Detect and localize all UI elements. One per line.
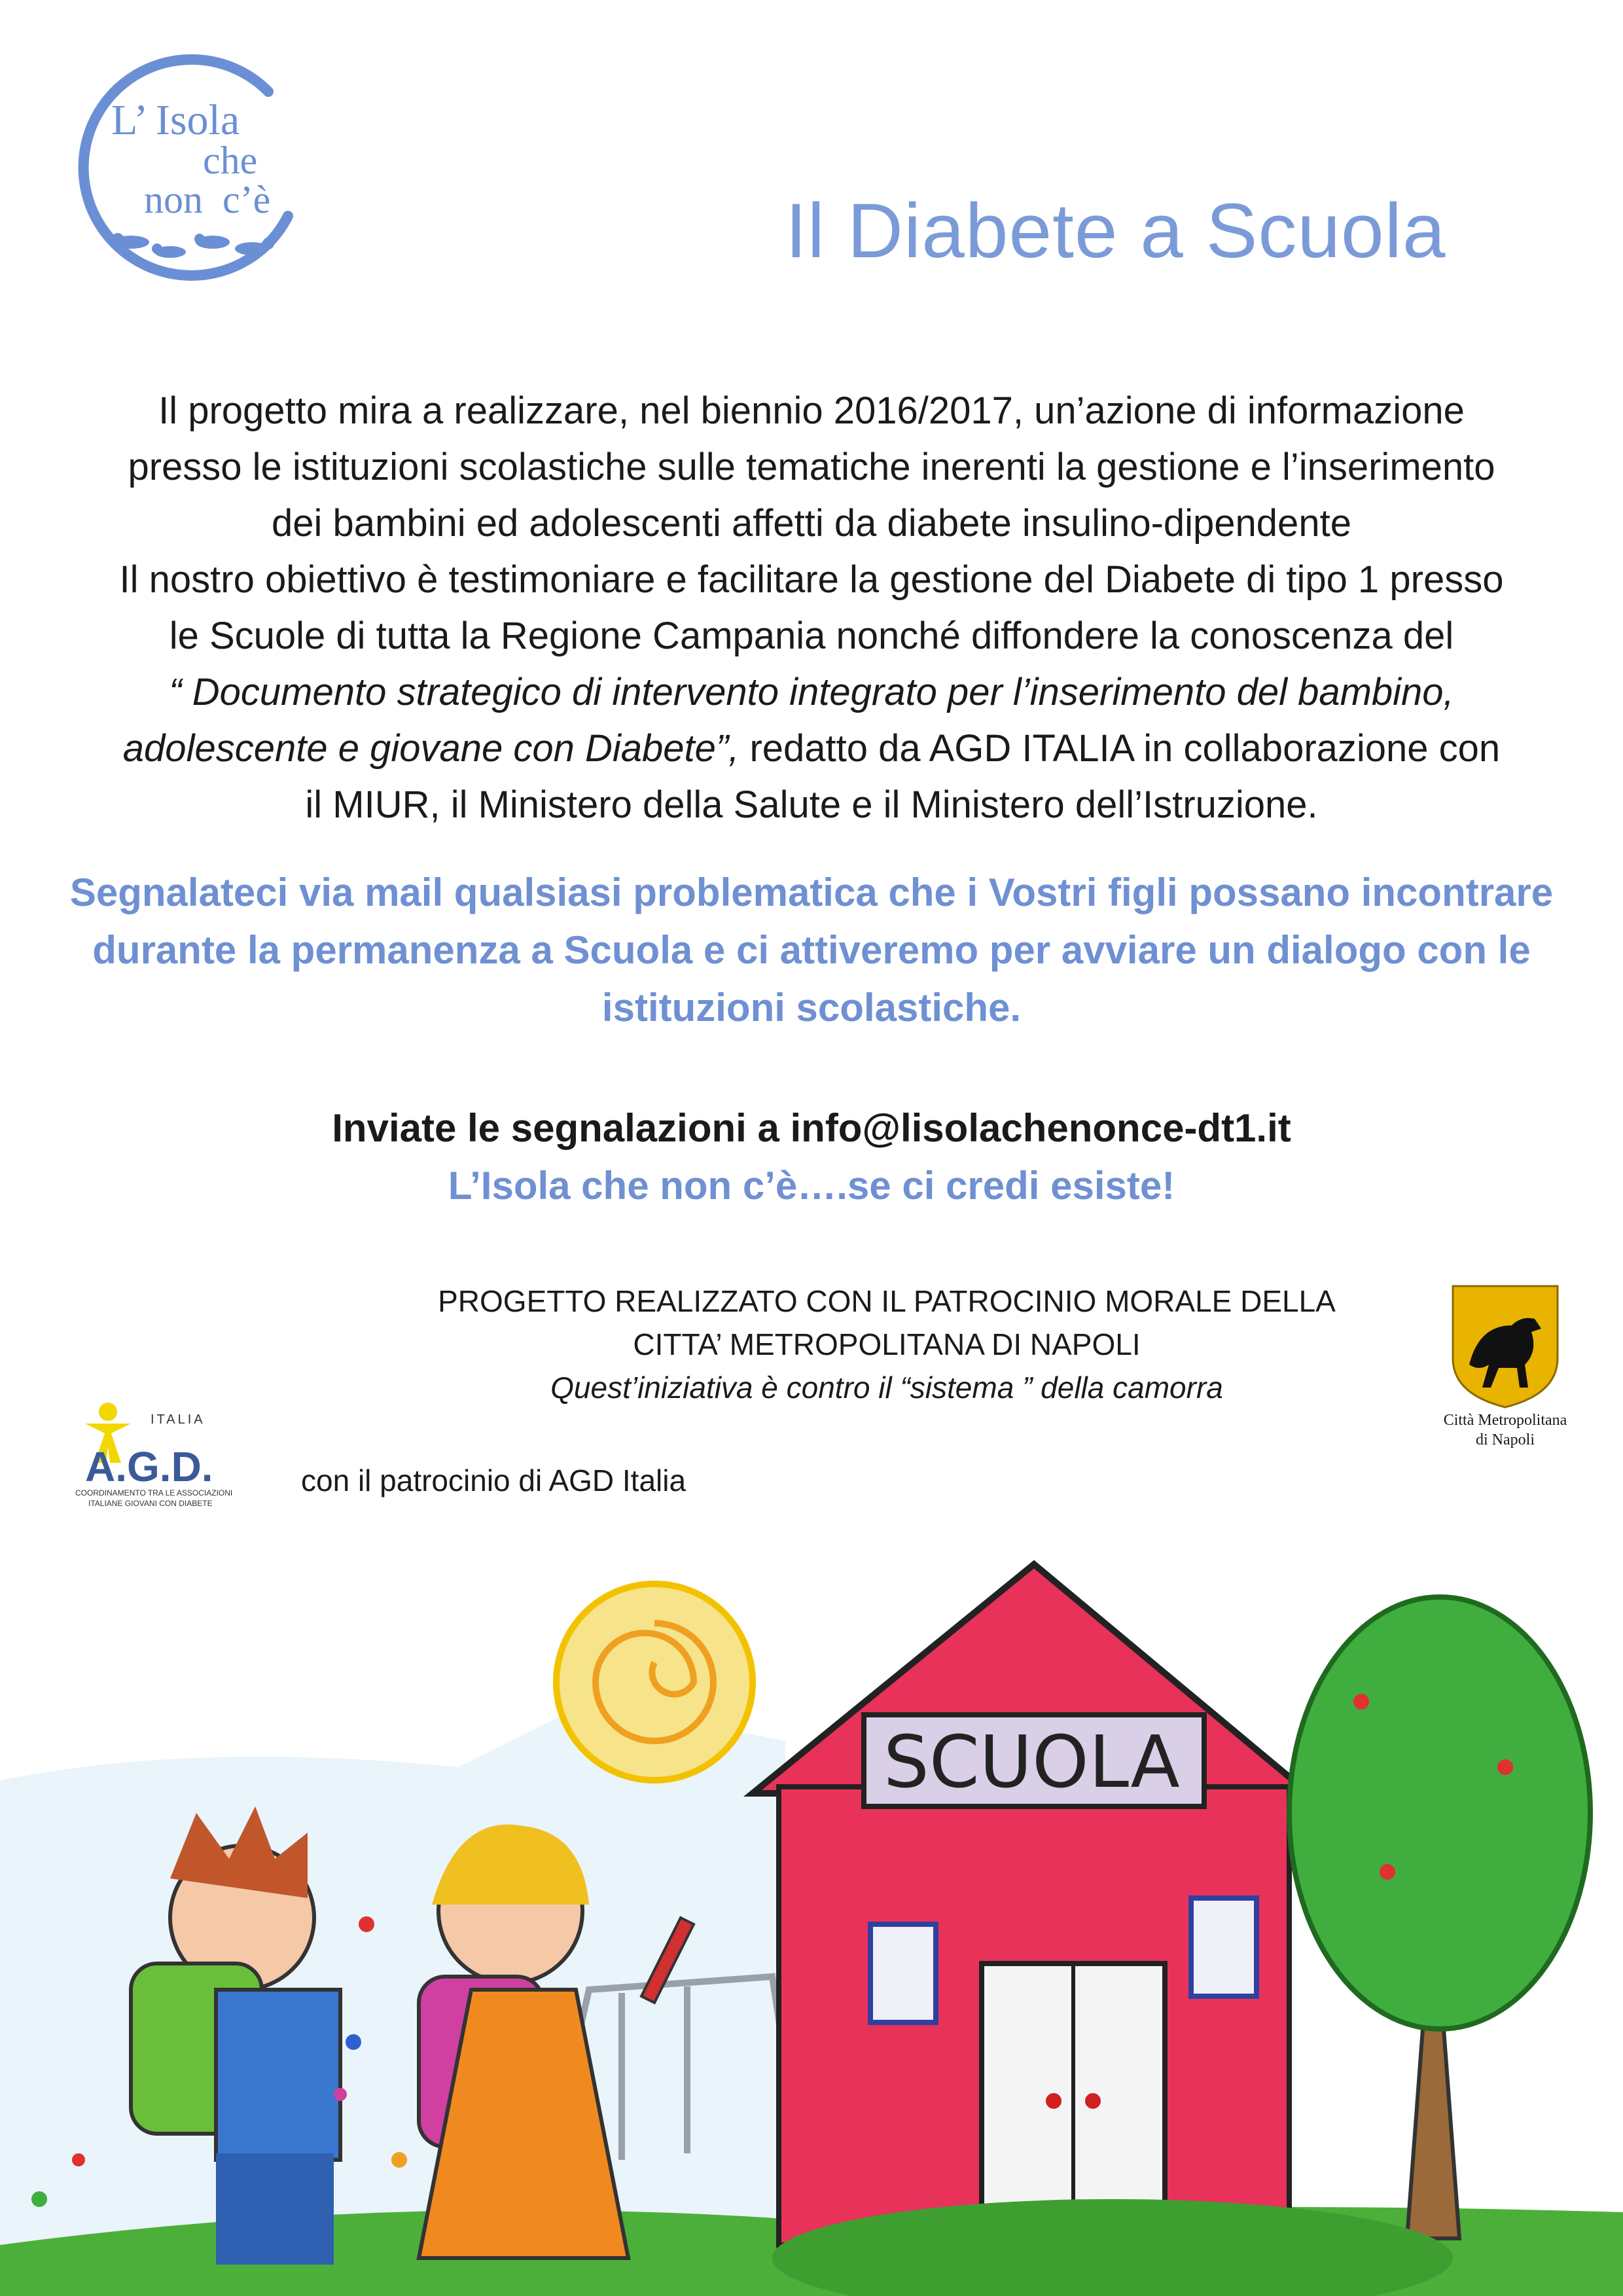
patronage-line-3: Quest’iniziativa è contro il “sistema ” della camorra [550,1371,1223,1405]
agd-logo [72,1397,249,1515]
patronage-notice [366,1280,1407,1409]
school-illustration [0,1505,1623,2296]
patronage-line-2: CITTA’ METROPOLITANA DI NAPOLI [633,1327,1141,1361]
body-line-7-rest: redatto da AGD ITALIA in collaborazione con [739,727,1501,770]
appeal-line-2: durante la permanenza a Scuola e ci attiveremo per avviare un dialogo con le [92,928,1531,972]
agd-tagline-1: COORDINAMENTO TRA LE ASSOCIAZIONI [75,1488,233,1498]
document-title-italic: adolescente e giovane con Diabete”, [122,727,740,770]
logo-text-2: che [203,139,258,182]
napoli-caption [1407,1410,1603,1450]
motto: L’Isola che non c’è….se ci credi esiste! [448,1164,1175,1208]
body-line-6: “ Documento strategico di intervento integrato per l’inserimento del bambino, [169,671,1454,713]
body-line-7 [26,721,1597,777]
napoli-caption-line-1: Città Metropolitana [1443,1412,1567,1429]
napoli-caption-line-2: di Napoli [1476,1431,1535,1448]
logo-text-4: c’è [223,178,271,221]
body-line-4: Il nostro obiettivo è testimoniare e facilitare la gestione del Diabete di tipo 1 presso [119,558,1504,601]
agd-patronage-text: con il patrocinio di AGD Italia [301,1463,687,1498]
school-house-icon [753,1564,1309,2245]
body-line-5: le Scuole di tutta la Regione Campania nonché diffondere la conoscenza del [169,615,1454,657]
agd-italia-label: ITALIA [151,1412,205,1427]
flying-children-icon [112,233,274,258]
tree-icon [1289,1597,1590,2238]
logo-text-1: L’ Isola [111,96,240,144]
body-line-2: presso le istituzioni scolastiche sulle tematiche inerenti la gestione e l’inserimento [128,446,1495,488]
body-line-3: dei bambini ed adolescenti affetti da diabete insulino-dipendente [272,502,1351,545]
logo-text-3: non [144,178,203,221]
body-line-8: il MIUR, il Ministero della Salute e il Ministero dell’Istruzione. [305,783,1318,826]
appeal-line-1: Segnalateci via mail qualsiasi problematica che i Vostri figli possano incontrare [69,870,1554,914]
sun-icon [556,1584,753,1780]
project-description [26,383,1597,833]
agd-brand: A.G.D. [85,1443,213,1490]
school-sign: SCUOLA [883,1720,1180,1804]
appeal-line-3: istituzioni scolastiche. [601,986,1022,1030]
contact-email-line: Inviate le segnalazioni a info@lisolachenonce-dt1.it [332,1106,1291,1150]
appeal-text [26,864,1597,1037]
patronage-line-1: PROGETTO REALIZZATO CON IL PATROCINIO MORALE DELLA [438,1284,1336,1318]
isola-logo [72,52,321,301]
body-line-1: Il progetto mira a realizzare, nel biennio 2016/2017, un’azione di informazione [158,389,1465,432]
agd-tagline-2: ITALIANE GIOVANI CON DIABETE [88,1499,213,1508]
page-title: Il Diabete a Scuola [785,188,1446,274]
